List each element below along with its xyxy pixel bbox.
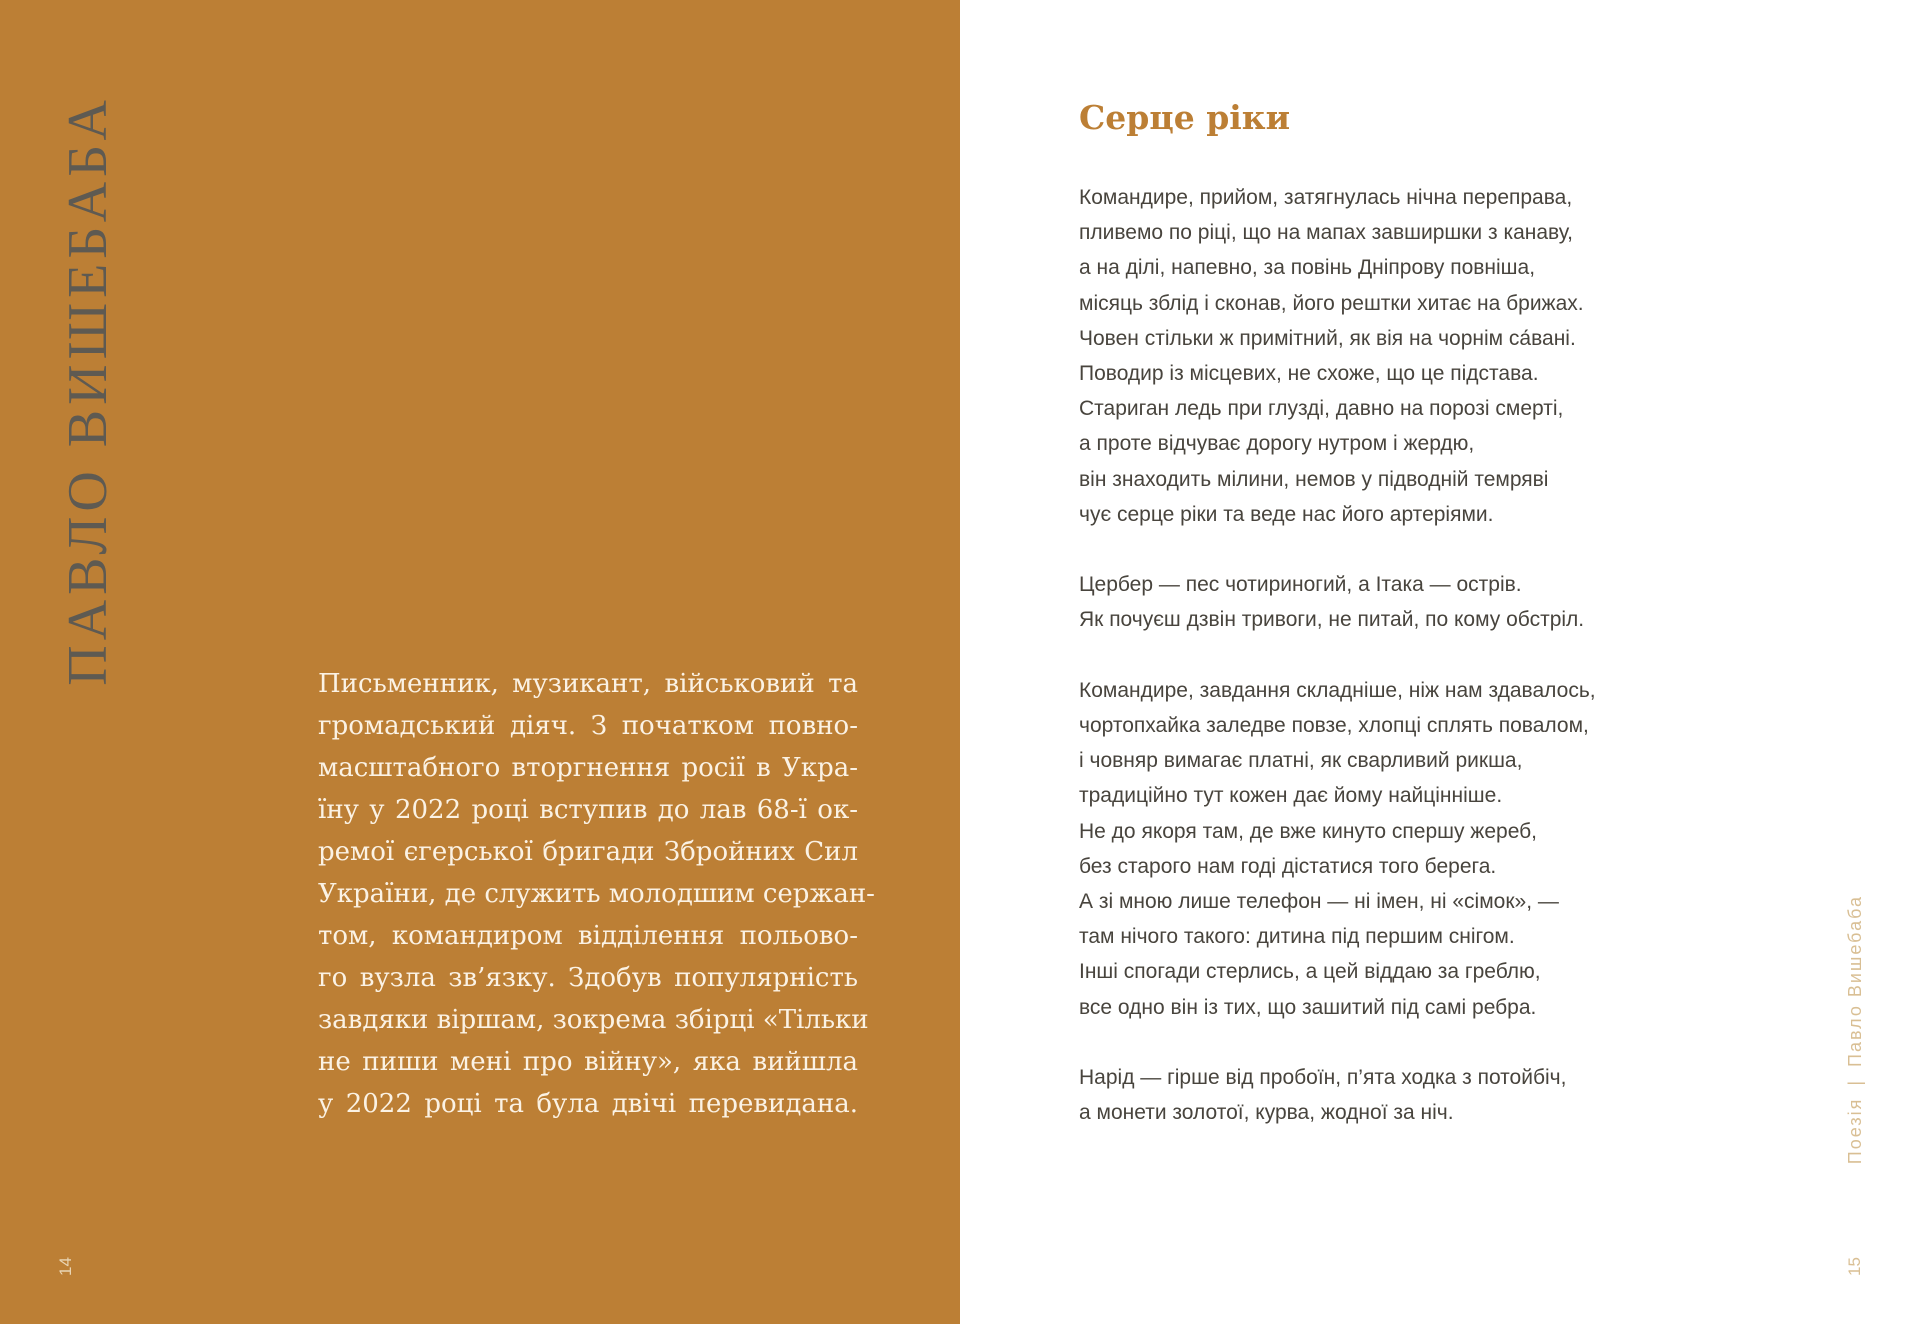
- poem-line: місяць зблід і сконав, його рештки хитає на брижах.: [1079, 291, 1584, 315]
- poem-line: Стариган ледь при глузді, давно на порозі смерті,: [1079, 397, 1564, 421]
- poem-stanza: [1079, 567, 1679, 637]
- bio-line: громадський діяч. З початком повно-: [318, 711, 858, 741]
- page-number-left: 14: [56, 1257, 75, 1276]
- poem-line: там нічого такого: дитина під першим снігом.: [1079, 925, 1515, 949]
- poem-line: Човен стільки ж примітний, як вія на чорнім са́вані.: [1079, 326, 1576, 350]
- bio-line: завдяки віршам, зокрема збірці «Тільки: [318, 1005, 869, 1035]
- footer-author: Павло Вишебаба: [1845, 895, 1865, 1067]
- page-number-right: 15: [1845, 1257, 1864, 1276]
- bio-line: Письменник, музикант, військовий та: [318, 669, 858, 699]
- poem-line: а проте відчуває дорогу нутром і жердю,: [1079, 432, 1475, 456]
- bio-line: не пиши мені про війну», яка вийшла: [318, 1047, 858, 1077]
- poem-line: Інші спогади стерлись, а цей віддаю за греблю,: [1079, 960, 1541, 984]
- running-footer: [1845, 895, 1869, 1190]
- bio-line: масштабного вторгнення росії в Укра-: [318, 753, 858, 783]
- bio-line: України, де служить молодшим сержан-: [318, 879, 875, 909]
- poem-line: все одно він із тих, що зашитий під самі ребра.: [1079, 995, 1537, 1019]
- poem-line: а на ділі, напевно, за повінь Дніпрову повніша,: [1079, 256, 1536, 280]
- poem-line: він знаходить мілини, немов у підводній темряві: [1079, 467, 1549, 491]
- poem-stanza: [1079, 1060, 1679, 1130]
- poem-line: чортопхайка заледве повзе, хлопці сплять повалом,: [1079, 714, 1589, 738]
- poem-line: традиційно тут кожен дає йому найцінніше.: [1079, 784, 1503, 808]
- poem-line: Цербер — пес чотириногий, а Ітака — острів.: [1079, 573, 1522, 597]
- poem-line: Не до якоря там, де вже кинуто спершу жереб,: [1079, 819, 1538, 843]
- author-bio: [318, 663, 875, 1125]
- poem-line: без старого нам годі дістатися того берега.: [1079, 854, 1497, 878]
- poem-line: Поводир із місцевих, не схоже, що це підстава.: [1079, 362, 1539, 386]
- poem-body: [1079, 180, 1679, 1166]
- poem-line: Командире, прийом, затягнулась нічна переправа,: [1079, 186, 1573, 209]
- poem-line: чує серце ріки та веде нас його артеріями.: [1079, 502, 1494, 526]
- bio-line: ремої єгерської бригади Збройних Сил: [318, 837, 858, 867]
- right-page: [960, 0, 1920, 1324]
- poem-line: Нарід — гірше від пробоїн, п’ята ходка з потойбіч,: [1079, 1066, 1567, 1090]
- bio-line: їну у 2022 році вступив до лав 68-ї ок-: [318, 795, 858, 825]
- poem-line: Як почуєш дзвін тривоги, не питай, по кому обстріл.: [1079, 608, 1585, 632]
- bio-line: том, командиром відділення польово-: [318, 921, 858, 951]
- poem-line: і човняр вимагає платні, як сварливий рикша,: [1079, 749, 1523, 773]
- poem-line: А зі мною лише телефон — ні імен, ні «сімок», —: [1079, 890, 1559, 914]
- author-name-vertical: ПАВЛО ВИШЕБАБА: [57, 95, 119, 686]
- poem-line: пливемо по ріці, що на мапах завширшки з канаву,: [1079, 221, 1573, 245]
- bio-line: у 2022 році та була двічі перевидана.: [318, 1089, 858, 1119]
- poem-title: Серце ріки: [1079, 98, 1291, 137]
- bio-line: го вузла зв’язку. Здобув популярність: [318, 963, 858, 993]
- footer-separator: |: [1845, 1078, 1865, 1086]
- poem-line: Командире, завдання складніше, ніж нам здавалось,: [1079, 678, 1596, 702]
- footer-section: Поезія: [1845, 1097, 1865, 1165]
- poem-line: а монети золотої, курва, жодної за ніч.: [1079, 1101, 1454, 1125]
- poem-stanza: [1079, 180, 1679, 532]
- poem-stanza: [1079, 673, 1679, 1025]
